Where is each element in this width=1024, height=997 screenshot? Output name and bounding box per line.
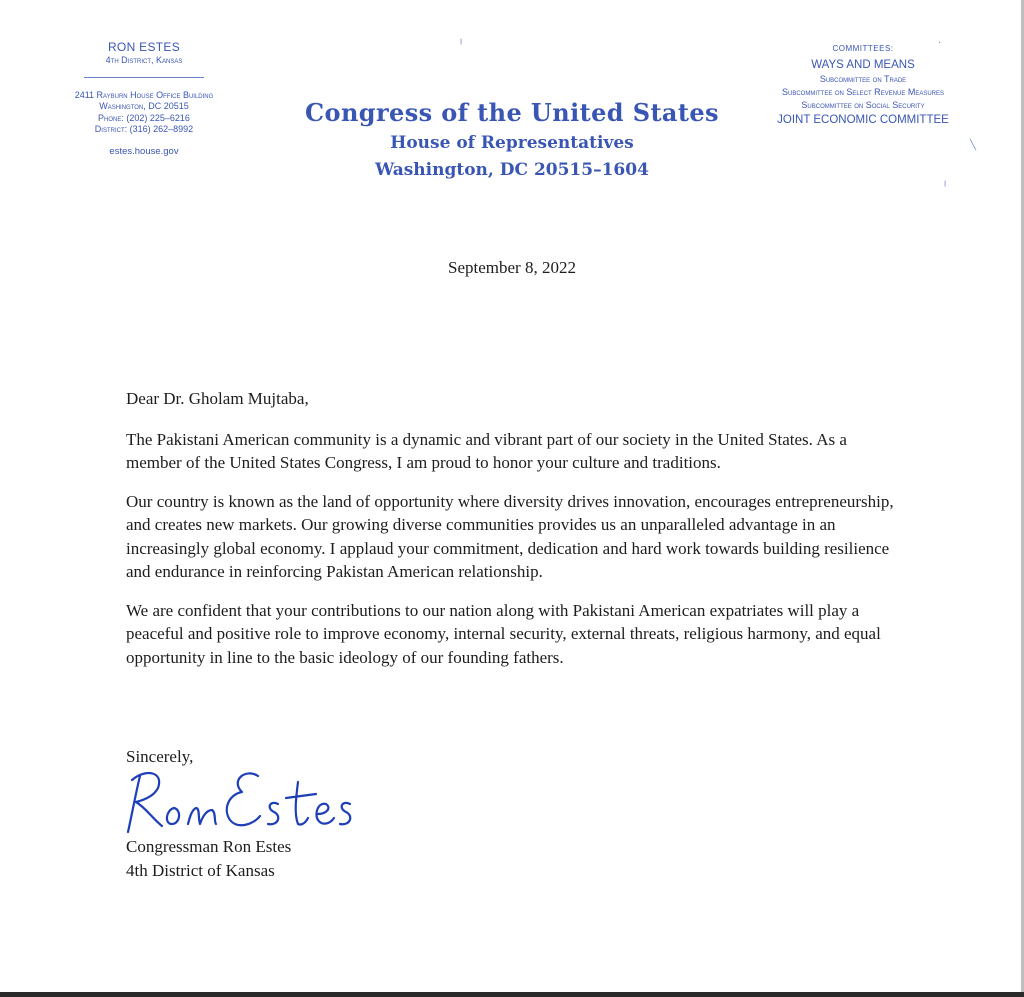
letterhead-right [752,42,974,128]
signer-district: 4th District of Kansas [126,860,275,880]
salutation: Dear Dr. Gholam Mujtaba, [126,389,309,408]
subcommittee-revenue: Subcommittee on Select Revenue Measures [781,87,945,97]
congress-title: Congress of the United States [305,98,719,127]
scan-mark: ╲ [970,140,977,151]
signature [118,762,388,842]
signer-title: Congressman Ron Estes [126,837,292,856]
paragraph-2: Our country is known as the land of opportunity where diversity drives innovation, encourages entrepreneurship, and creates new markets. Our growing diverse communities provides us an unparalleled advantage in an increasingly global economy. I applaud your commitment, dedication and hard work towards building resilience and endurance in reinforcing Pakistan American relationship. [126,491,894,581]
committee-ways-and-means: WAYS AND MEANS [811,59,915,71]
page-edge-bottom [0,992,1024,997]
letterhead-center [262,96,762,184]
letterhead-left [40,40,248,157]
office-city: Washington, DC 20515 [99,101,189,111]
paragraph-3: We are confident that your contributions to our nation along with Pakistani American expatriates will play a peaceful and positive role to improve economy, internal security, external threats, religious harmony, and equal opportunity in line to the basic ideology of our founding fathers. [126,600,881,667]
committee-joint-economic: JOINT ECONOMIC COMMITTEE [777,114,949,126]
scan-mark: ╷ [458,34,465,45]
letterhead-rule [84,77,204,78]
congress-address: Washington, DC 20515–1604 [375,160,649,180]
house-subtitle: House of Representatives [390,133,634,153]
district-phone: District: (316) 262–8992 [94,124,194,134]
website-link: estes.house.gov [109,145,179,157]
subcommittee-trade: Subcommittee on Trade [819,74,907,84]
subcommittee-social-security: Subcommittee on Social Security [801,100,925,110]
office-phone: Phone: (202) 225–6216 [98,112,190,123]
letter-body [126,387,906,684]
paragraph-1: The Pakistani American community is a dynamic and vibrant part of our society in the United States. As a member of the United States Congress, I am proud to honor your culture and traditions. [126,429,847,472]
signature-block [126,835,291,882]
member-name: RON ESTES [107,40,181,54]
office-address: 2411 Rayburn House Office Building [74,89,214,100]
letter-date: September 8, 2022 [448,258,576,277]
scan-mark: · [938,38,942,49]
committees-label: COMMITTEES: [832,44,894,53]
member-district: 4th District, Kansas [105,55,183,65]
closing: Sincerely, [126,747,194,766]
scan-mark: ╷ [942,176,949,187]
